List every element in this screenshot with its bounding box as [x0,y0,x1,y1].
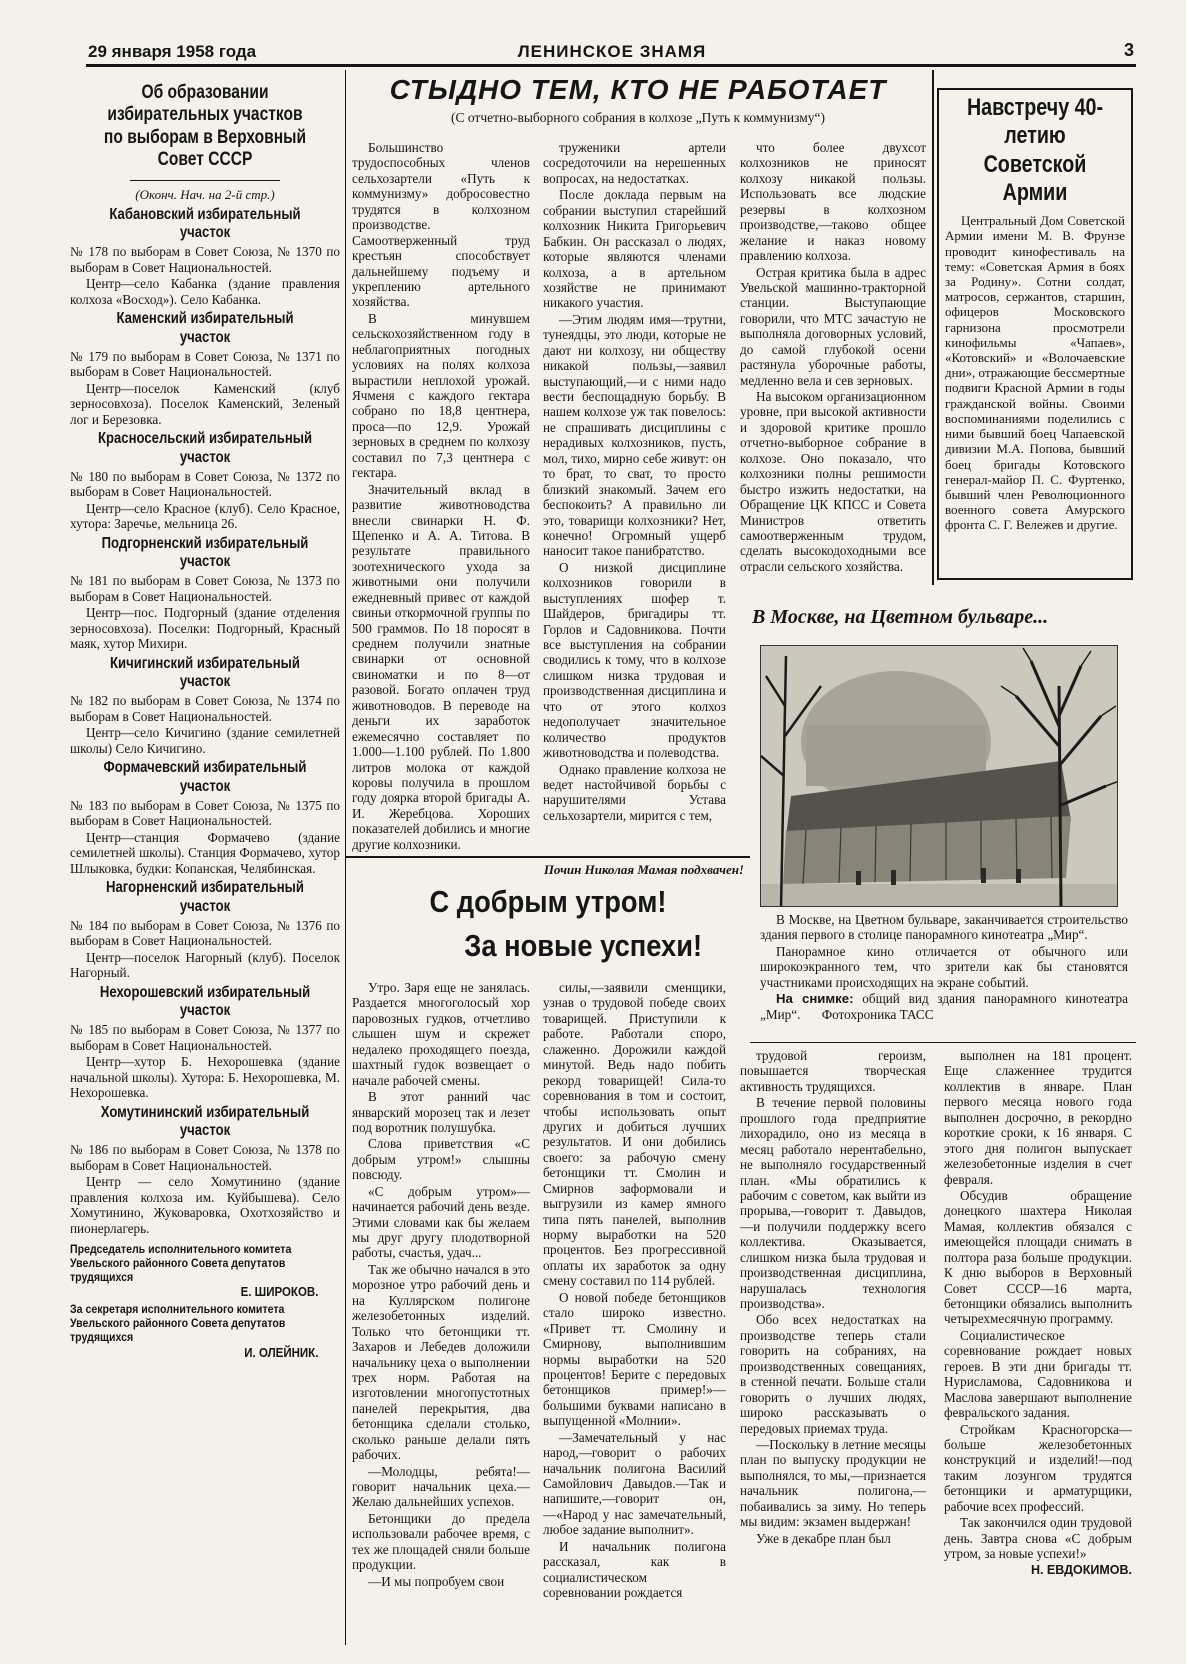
main-article-paragraph: На высоком организационном уровне, при высокой активности и здоровой критике прошло отчетно-выборное собрание в колхозе. Оно показало, что колхозники полны решимости быстро изжить недостатки, на Обращение ЦК КПСС и Совета Министров ответить самоотверженным трудом, сделать высокодоходными все отрасли сельского хозяйства. [740,389,926,574]
morning-article-paragraph: «С добрым утром»—начинается рабочий день везде. Этими словами как бы желаем мы друг другу плодотворной работы, счастья, удач... [352,1183,530,1261]
main-article-subtitle: (С отчетно-выборного собрания в колхозе „Путь к коммунизму“) [450,110,826,125]
column-rule [932,70,934,585]
district-line: Центр—село Красное (клуб). Село Красное, хутора: Заречье, мельница 26. [70,500,340,532]
main-article-paragraph: Однако правление колхоза не ведет настойчивой борьбы с нарушителями Устава сельхозартели, мирится с тем, [543,761,726,823]
morning-article-paragraph: Социалистическое соревнование рождает новых героев. В эти дни бригады тт. Нурисламова, Садовникова и Маслова завершают выполнение февральского задания. [944,1327,1132,1421]
morning-article-paragraph: —Замечательный у нас народ,—говорит о рабочих начальник полигона Василий Самойлович Давыдов.—Так и напишите,—говорит он,—«Народ у нас замечательный, любое задание выполнит». [543,1429,726,1538]
main-article-col1 [352,140,530,852]
district-line: № 180 по выборам в Совет Союза, № 1372 по выборам в Совет Национальностей. [70,468,340,500]
morning-col1 [352,980,530,1645]
district-line: Центр—пос. Подгорный (здание отделения зерносовхоза). Поселки: Подгорный, Красный маяк, хутор Михири. [70,605,340,652]
district-name: Каменский избирательный участок [116,310,294,346]
main-article-paragraph: Большинство трудоспособных членов сельхозартели «Путь к коммунизму» добросовестно трудятся в колхозном производстве. Самоотверженный труд крестьян способствует дальнейшему подъему и укреплению артельного хозяйства. [352,140,530,310]
district-entry [70,1104,340,1236]
army-box [937,88,1133,580]
morning-title-1: С добрым утром! [429,884,667,919]
district-entry [70,655,340,757]
district-line: Центр—село Кичигино (здание семилетней школы) Село Кичигино. [70,725,340,756]
page-number: 3 [1123,40,1134,60]
district-line: № 179 по выборам в Совет Союза, № 1371 по выборам в Совет Национальностей. [70,348,340,380]
morning-article-paragraph: О новой победе бетонщиков стало широко известно. «Привет тт. Смолину и Смирнову, выполнившим нормы выработки на 520 процентов! Берите с передовых бетонщиков пример!»—большими буквами написано в выпущенной «Молнии». [543,1289,726,1429]
cinema-building-image [761,646,1118,907]
photo-credit: Фотохроника ТАСС [821,1006,934,1022]
morning-article-paragraph: Уже в декабре план был [756,1530,891,1546]
photo-caption-snimke [760,991,1128,1022]
section-rule [750,1042,1136,1043]
main-article-paragraph: О низкой дисциплине колхозников говорили в выступлениях шофер т. Шайдеров, бригадиры тт. Горлов и Садовникова. Почти все выступления на собрании сводились к тому, что в колхозе слишком низка трудовая и производственная дисциплина и что от этого колхоз недополучает значительное количество продуктов животноводства и полеводства. [543,559,726,761]
district-name: Кичигинский избирательный участок [110,654,300,691]
morning-article-paragraph: —И мы попробуем свои [368,1573,505,1589]
district-line: Центр—поселок Каменский (клуб зерносовхоза). Поселок Каменский, Зеленый лог и Березовка. [70,380,340,427]
signature-chairman-name: Е. ШИРОКОВ. [240,1285,319,1300]
morning-title-2: За новые успехи! [464,928,703,963]
army-box-text-wrap [945,213,1125,532]
morning-article-paragraph: силы,—заявили сменщики, узнав о трудовой победе своих товарищей. Приступили к работе. Работали споро, слаженно. Дорожили каждой минутой. Ведь надо побить рекорд товарищей! Сила-то соревнования в том и состоит, чтобы использовать опыт других и добиться лучших результатов. И они добились своего: за рабочую смену бетонщики тт. Смолин и Смирнов заформовали и выгрузили из камер ямного типа пять панелей, выполнив норму выработки на 520 процентов. Без прогрессивной оплаты их заработок за одну смену составил по 114 рублей. [543,980,726,1289]
district-list [70,206,340,1236]
morning-article-paragraph: Так закончился один трудовой день. Завтра снова «С добрым утром, за новые успехи!» [944,1515,1132,1561]
army-box-title: Навстречу 40-летию Советской Армии [966,94,1104,206]
main-article-paragraph: После доклада первым на собрании выступил старейший колхозник Никита Григорьевич Бабкин. Он рассказал о людях, которые являются членами колхоза, а в артельном хозяйстве не принимают никакого участия. [543,187,726,311]
morning-article-paragraph: Обо всех недостатках на производстве теперь стали говорить на собраниях, на производственных совещаниях, в стенной печати. Больше стали говорить о лучших людях, широко рассказывать о передовых приемах труда. [740,1312,926,1436]
district-line: № 181 по выборам в Совет Союза, № 1373 по выборам в Совет Национальностей. [70,573,340,604]
main-article-paragraph: —Этим людям имя—трутни, тунеядцы, это люди, которые не дают ни колхозу, ни обществу никакой пользы,—заявил выступающий,—и с ними надо вести беспощадную борьбу. В нашем колхозе уж так повелось: не спрашивать дисциплины с нерадивых колхозников, пусть, мол, тихо, мирно себе живут: он то брат, то сват, то просто близкий знакомый. Зачем его беспокоить? А правильно ли это, товарищи колхозники? Нет, конечно! Огромный ущерб наносит такое панибратство. [543,311,726,559]
district-entry [70,206,340,308]
issue-date: 29 января 1958 года [88,42,257,61]
photo-caption-line1: В Москве, на Цветном бульваре, заканчивается строительство здания первого в столице панорамного кинотеатра „Мир“. [760,912,1128,943]
morning-article-paragraph: В течение первой половины прошлого года предприятие лихорадило, оно из месяца в месяц работало нерентабельно, не выполняло государственный план. «Мы обратились к рабочим с советом, как выйти из прорыва,—говорит т. Давыдов,—и получили поддержку всего коллектива. Оказывается, слишком низка была трудовая и производственная дисциплина, нарушалась технология производства». [740,1095,926,1311]
main-article-header [352,74,924,140]
district-line: № 185 по выборам в Совет Союза, № 1377 по выборам в Совет Национальностей. [70,1022,340,1053]
district-line: Центр—хутор Б. Нехорошевка (здание начальной школы). Хутора: Б. Нехорошевка, М. Нехорошевка. [70,1054,340,1101]
main-article-paragraph: труженики артели сосредоточили на нерешенных вопросах, на недостатках. [543,140,726,186]
section-rule [346,856,750,858]
district-line: № 183 по выборам в Совет Союза, № 1375 по выборам в Совет Национальностей. [70,797,340,829]
district-entry [70,879,340,981]
photo-heading: В Москве, на Цветном бульваре... [752,606,1049,628]
district-name: Красносельский избирательный участок [97,430,313,466]
morning-article-paragraph: Обсудив обращение донецкого шахтера Николая Мамая, коллектив обязался с имеющейся площади снимать в полтора раза больше продукции. К дню выборов в Верховный Совет СССР—16 марта, бетонщики обязались выполнить четырехмесячную программу. [944,1187,1132,1327]
cinema-photo [760,645,1118,907]
main-article-col2 [543,140,726,852]
photo-caption [760,912,1128,1040]
signature-secretary [70,1304,318,1360]
district-name: Нагорненский избирательный участок [106,879,304,915]
district-line: Центр—станция Формачево (здание семилетней школы). Станция Формачево, хутор Шлыковка, будки: Копанская, Челябинская. [70,829,340,876]
district-entry [70,310,340,427]
masthead-rule [86,64,1136,67]
district-line: № 184 по выборам в Совет Союза, № 1376 по выборам в Совет Национальностей. [70,917,340,949]
morning-col3 [740,1048,926,1645]
morning-article-paragraph: Утро. Заря еще не занялась. Раздается многоголосый хор паровозных гудков, отчетливо слышен шум и скрежет недалеко проходящего поезда, шахтный гудок возвещает о начале рабочей смены. [352,980,530,1088]
army-box-text: Центральный Дом Советской Армии имени М. В. Фрунзе проводит кинофестиваль на тему: «Советская Армия в боях за Родину». Сотни солдат, матросов, сержантов, старшин, офицеров Московского гарнизона просмотрели кинофильмы «Чапаев», «Котовский» и «Волочаевские дни», отражающие бессмертные подвиги Красной Армии в годы гражданской войны. Своими воспоминаниями поделились с ними бывший боец Чапаевской дивизии М.А. Попова, бывший боец бригады Котовского генерал-майор П. С. Фуртенко, бывший член Революционного военного совета Амурского фронта С. Г. Вележев и другие. [945,213,1125,533]
masthead [88,40,1136,64]
snimke-text: общий вид здания панорамного кинотеатра „Мир“. [760,991,1128,1022]
morning-article-paragraph: Слова приветствия «С добрым утром!» слышны повсюду. [352,1136,530,1183]
snimke-label: На снимке: [776,991,854,1007]
morning-article-paragraph: —Поскольку в летние месяцы план по выпуску продукции не выполнялся, то мы,—признается начальник полигона,—побаивались за зиму. Но теперь мы видим: экзамен выдержан! [740,1436,926,1530]
morning-author: Н. ЕВДОКИМОВ. [1030,1563,1132,1578]
main-article-paragraph: В минувшем сельскохозяйственном году в неблагоприятных погодных условиях на полях колхоза вырастили неплохой урожай. Ячменя с каждого гектара собрано по 18,8 центнера, проса—по 12,9. Урожай зерновых в среднем по колхозу составил по 7,3 центнера с гектара. [352,310,530,481]
district-entry [70,535,340,652]
district-name: Нехорошевский избирательный участок [99,983,311,1020]
district-name: Хомутининский избирательный участок [100,1103,310,1140]
morning-article-paragraph: И начальник полигона рассказал, как в социалистическом соревновании рождается [543,1538,726,1601]
morning-article-paragraph: —Молодцы, ребята!—говорит начальник цеха.—Желаю дальнейших успехов. [352,1463,530,1510]
morning-article-paragraph: В этот ранний час январский морозец так и лезет под воротник полушубка. [352,1089,530,1135]
morning-article-paragraph: Стройкам Красногорска—больше железобетонных конструкций и изделий!—под таким лозунгом трудятся бетонщики и арматурщики, рабочие всех профессий. [944,1421,1132,1514]
morning-article-paragraph: выполнен на 181 процент. Еще слаженнее трудится коллектив в январе. План первого месяца нового года выполнен досрочно, в рекордно короткие сроки, к 16 января. С этого дня полигон выпускает железобетонные изделия в счет февраля. [944,1048,1132,1187]
district-entry [70,430,340,532]
main-article-title: СТЫДНО ТЕМ, КТО НЕ РАБОТАЕТ [389,74,887,105]
morning-kicker: Почин Николая Мамая подхвачен! [543,862,744,877]
main-article-paragraph: Острая критика была в адрес Увельской машинно-тракторной станции. Выступающие говорили, что МТС зачастую не выполняла договорных условий, до самой глубокой осени растянула уборочные работы, медленно вела и сев зерновых. [740,264,926,388]
signature-secretary-name: И. ОЛЕЙНИК. [244,1345,319,1360]
main-article-paragraph: что более двухсот колхозников не приносят колхозу никакой пользы. Использовать все людские резервы в колхозном производстве,—таково общее желание и наказ новому правлению колхоза. [740,140,926,264]
signature-secretary-title: За секретаря исполнительного комитета Увельского районного Совета депутатов трудящихся [70,1304,286,1345]
photo-caption-line2: Панорамное кино отличается от обычного или широкоэкранного тем, что зрители как бы становятся участниками происходящих на экране событий. [760,943,1128,990]
district-name: Формачевский избирательный участок [103,759,307,795]
district-name: Подгорненский избирательный участок [101,534,309,571]
signature-chairman-title: Председатель исполнительного комитета Увельского районного Совета депутатов трудящихся [70,1244,292,1284]
district-line: № 178 по выборам в Совет Союза, № 1370 по выборам в Совет Национальностей. [70,244,340,275]
morning-headline [352,884,744,980]
districts-title: Об образовании избирательных участков по выборам в Верховный Совет СССР [103,82,307,171]
morning-article-paragraph: Бетонщики до предела использовали рабочее время, с тех же площадей сняли больше продукции. [352,1510,530,1573]
main-article-paragraph: Значительный вклад в развитие животноводства внесли свинарки Н. Ф. Щепенко и А. А. Титова. В результате правильного зоотехнического ухода за животными они получили ежедневный привес от каждой свиньи откормочной группы по 500 граммов. По 18 поросят в среднем получили знатные свинарки от основной свиноматки и по 8—от разовой. Богато оплачен труд животноводов. В переводе на деньги их заработок ежемесячно составляет по 1.000—1.100 рублей. По 1.800 литров молока от каждой коровы получила в прошлом году доярка второй бригады А. И. Жеребцова. Хороших показателей добились и многие другие колхозники. [352,481,530,852]
district-entry [70,984,340,1101]
morning-col2 [543,980,726,1645]
district-name: Кабановский избирательный участок [109,205,301,242]
newspaper-name: ЛЕНИНСКОЕ ЗНАМЯ [517,42,707,61]
morning-col4 [944,1048,1132,1645]
left-column [70,70,340,1645]
district-line: Центр—село Кабанка (здание правления колхоза «Восход»). Село Кабанка. [70,276,340,307]
morning-article-paragraph: трудовой героизм, повышается творческая активность трудящихся. [740,1048,926,1094]
district-line: № 182 по выборам в Совет Союза, № 1374 по выборам в Совет Национальностей. [70,693,340,724]
signature-chairman [70,1244,318,1300]
district-entry [70,759,340,876]
district-line: Центр — село Хомутинино (здание правления колхоза им. Куйбышева). Село Хомутинино, Жуковаровка, Охотхозяйство и пионерлагерь. [70,1174,340,1236]
main-article-col3 [740,140,926,580]
district-line: № 186 по выборам в Совет Союза, № 1378 по выборам в Совет Национальностей. [70,1142,340,1173]
title-rule [130,180,280,181]
morning-article-paragraph: Так же обычно начался в это морозное утро рабочий день и на Куллярском полигоне железобетонных изделий. Только что бетонщики тт. Захаров и Лебедев доложили начальнику цеха о выполнении трех норм. Работая на изготовлении многопустотных панелей перекрытия, два бетонщика сделали столько, сколько раньше делали пять рабочих. [352,1261,530,1463]
continuation-note: (Оконч. Нач. на 2-й стр.) [135,186,275,202]
district-line: Центр—поселок Нагорный (клуб). Поселок Нагорный. [70,949,340,981]
